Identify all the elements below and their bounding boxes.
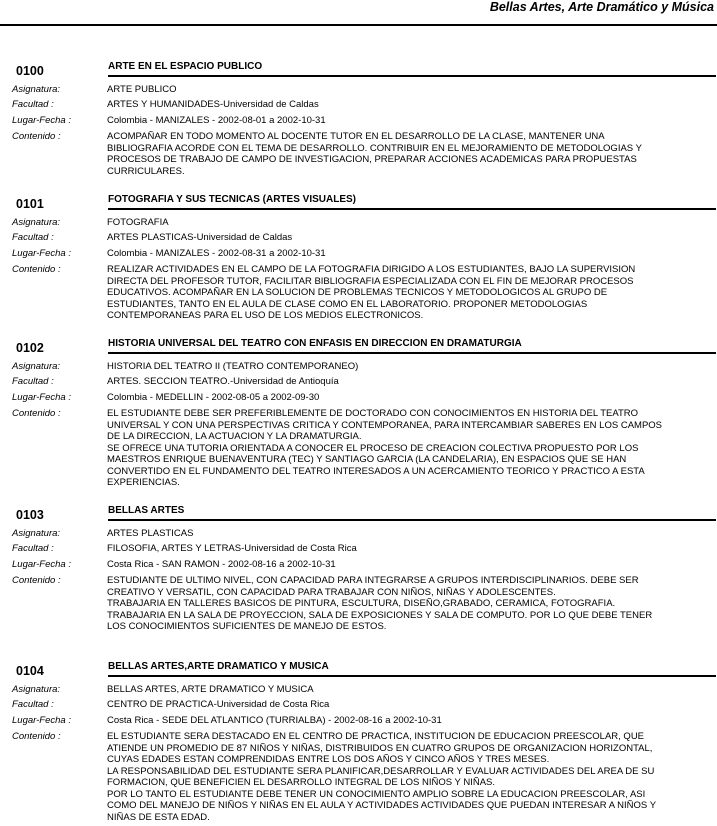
field-value: ARTES PLASTICAS-Universidad de Caldas	[107, 232, 293, 243]
content-line: POR LO TANTO EL ESTUDIANTE DEBE TENER UN CONOCIMIENTO AMPLIO SOBRE LA EDUCACION PREESCOLAR, ASI	[107, 788, 646, 800]
field-value: ARTES. SECCION TEATRO.-Universidad de Antioquía	[107, 376, 339, 387]
entry-code: 0103	[16, 508, 44, 522]
content-line: BIBLIOGRAFIA ACORDE CON EL TEMA DE DESARROLLO. CONTRIBUIR EN EL MEJORAMIENTO DE METODOLOGIAS Y	[107, 142, 642, 154]
content-line: CONTEMPORANEAS PARA EL USO DE LOS MEDIOS ELECTRONICOS.	[107, 310, 424, 321]
entry-title-rule	[108, 352, 716, 354]
content-line: DE LA DIRECCION, LA ACTUACION Y LA DRAMATURGIA.	[107, 431, 362, 442]
field-label: Contenido :	[12, 575, 61, 586]
content-line: ESTUDIANTES, TANTO EN EL AULA DE CLASE COMO EN EL LABORATORIO. PROPONER METODOLOGIAS	[107, 298, 588, 310]
entry-title: BELLAS ARTES	[108, 505, 185, 516]
content-line: CUYAS EDADES ESTAN COMPRENDIDAS ENTRE LOS DOS AÑOS Y CINCO AÑOS Y TRES MESES.	[107, 754, 550, 765]
field-value: FILOSOFIA, ARTES Y LETRAS-Universidad de Costa Rica	[107, 543, 357, 554]
content-line: TRABAJARIA EN LA SALA DE PROYECCION, SALA DE EXPOSICIONES Y SALA DE COMPUTO. POR LO QUE DEBE TENER	[107, 609, 653, 621]
content-line: EDUCATIVOS. ACOMPAÑAR EN LA SOLUCION DE PROBLEMAS TECNICOS Y METODOLOGICOS AL GRUPO DE	[107, 287, 608, 298]
field-value	[107, 731, 707, 823]
field-label: Facultad :	[12, 99, 54, 110]
field-value	[107, 408, 707, 489]
field-value: ARTE PUBLICO	[107, 84, 177, 95]
entry-title-rule	[108, 519, 716, 521]
field-label: Contenido :	[12, 408, 61, 419]
entry-title: FOTOGRAFIA Y SUS TECNICAS (ARTES VISUALES)	[108, 194, 356, 205]
field-value: Colombia - MANIZALES - 2002-08-01 a 2002-10-31	[107, 115, 326, 126]
field-value: Costa Rica - SAN RAMON - 2002-08-16 a 2002-10-31	[107, 559, 336, 570]
entry-title: HISTORIA UNIVERSAL DEL TEATRO CON ENFASIS EN DIRECCION EN DRAMATURGIA	[108, 338, 522, 349]
field-label: Contenido :	[12, 731, 61, 742]
field-label: Lugar-Fecha :	[12, 392, 71, 403]
entry-title: ARTE EN EL ESPACIO PUBLICO	[108, 61, 263, 72]
entry-title-rule	[108, 208, 716, 210]
content-line: SE OFRECE UNA TUTORIA ORIENTADA A CONOCER EL PROCESO DE CREACION COLECTIVA PROPUESTO POR LOS	[107, 442, 639, 454]
field-label: Asignatura:	[12, 361, 61, 372]
content-line: FORMACION, QUE BENEFICIEN EL DESARROLLO INTEGRAL DE LOS NIÑOS Y NIÑAS.	[107, 777, 496, 788]
content-line: CURRICULARES.	[107, 165, 185, 177]
field-value: Colombia - MEDELLIN - 2002-08-05 a 2002-09-30	[107, 392, 320, 403]
entry-code: 0104	[16, 664, 44, 678]
page-header	[0, 0, 717, 26]
content-line: MAESTROS ENRIQUE BUENAVENTURA (TEC) Y SANTIAGO GARCIA (LA CANDELARIA), EN ESPACIOS QUE SE HAN	[107, 454, 627, 465]
content-line: NIÑAS DE ESTA EDAD.	[107, 811, 210, 823]
entry-code: 0100	[16, 64, 44, 78]
content-line: REALIZAR ACTIVIDADES EN EL CAMPO DE LA FOTOGRAFIA DIRIGIDO A LOS ESTUDIANTES, BAJO LA SUPERVISION	[107, 264, 636, 275]
content-line: LA RESPONSABILIDAD DEL ESTUDIANTE SERA PLANIFICAR,DESARROLLAR Y EVALUAR ACTIVIDADES DEL AREA DE SU	[107, 765, 655, 777]
field-value	[107, 575, 707, 633]
field-value: Costa Rica - SEDE DEL ATLANTICO (TURRIALBA) - 2002-08-16 a 2002-10-31	[107, 715, 442, 726]
content-line: CREATIVO Y VERSATIL, CON CAPACIDAD PARA TRABAJAR CON NIÑOS, NIÑAS Y ADOLESCENTES.	[107, 586, 556, 598]
field-value: CENTRO DE PRACTICA-Universidad de Costa Rica	[107, 699, 330, 710]
field-value	[107, 264, 707, 322]
content-line: DIRECTA DEL PROFESOR TUTOR, FACILITAR BIBLIOGRAFIA ESPECIALIZADA CON EL FIN DE MEJORAR PROCESOS	[107, 275, 634, 287]
field-label: Facultad :	[12, 543, 54, 554]
field-value	[107, 131, 707, 177]
field-label: Facultad :	[12, 232, 54, 243]
entry-title: BELLAS ARTES,ARTE DRAMATICO Y MUSICA	[108, 661, 329, 672]
content-line: EL ESTUDIANTE DEBE SER PREFERIBLEMENTE DE DOCTORADO CON CONOCIMIENTOS EN HISTORIA DEL TEATRO	[107, 408, 639, 419]
field-label: Asignatura:	[12, 84, 61, 95]
page-header-title: Bellas Artes, Arte Dramático y Música	[489, 0, 714, 14]
field-value: FOTOGRAFIA	[107, 217, 169, 228]
entry-title-rule	[108, 75, 716, 77]
content-line: CONVERTIDO EN EL FUNDAMENTO DEL TEATRO INTERESADOS A UN ACERCAMIENTO TEORICO Y PRACTICO A ESTA	[107, 465, 645, 477]
entry-code: 0102	[16, 341, 44, 355]
field-label: Lugar-Fecha :	[12, 559, 71, 570]
field-value: Colombia - MANIZALES - 2002-08-31 a 2002-10-31	[107, 248, 326, 259]
field-label: Lugar-Fecha :	[12, 115, 71, 126]
content-line: ACOMPAÑAR EN TODO MOMENTO AL DOCENTE TUTOR EN EL DESARROLLO DE LA CLASE, MANTENER UNA	[107, 131, 605, 142]
field-value: HISTORIA DEL TEATRO II (TEATRO CONTEMPORANEO)	[107, 361, 359, 372]
field-value: BELLAS ARTES, ARTE DRAMATICO Y MUSICA	[107, 684, 314, 695]
content-line: TRABAJARIA EN TALLERES BASICOS DE PINTURA, ESCULTURA, DISEÑO,GRABADO, CERAMICA, FOTOGRAFIA.	[107, 598, 616, 609]
content-line: PROCESOS DE TRABAJO DE CAMPO DE INVESTIGACION, PREPARAR ACCIONES ACADEMICAS PARA PROPUESTAS	[107, 154, 637, 165]
field-label: Facultad :	[12, 699, 54, 710]
field-label: Lugar-Fecha :	[12, 248, 71, 259]
field-label: Lugar-Fecha :	[12, 715, 71, 726]
field-value: ARTES PLASTICAS	[107, 528, 194, 539]
entry-title-rule	[108, 675, 716, 677]
field-label: Asignatura:	[12, 684, 61, 695]
entry-code: 0101	[16, 197, 44, 211]
field-value: ARTES Y HUMANIDADES-Universidad de Caldas	[107, 99, 319, 110]
content-line: EXPERIENCIAS.	[107, 477, 180, 488]
field-label: Contenido :	[12, 131, 61, 142]
field-label: Asignatura:	[12, 528, 61, 539]
field-label: Facultad :	[12, 376, 54, 387]
content-line: UNIVERSAL Y CON UNA PERSPECTIVAS CRITICA Y CONTEMPORANEA, PARA INTERCAMBIAR SABERES EN LOS CAMPOS	[107, 419, 663, 431]
content-line: LOS CONOCIMIENTOS SUFICIENTES DE MANEJO DE ESTOS.	[107, 621, 387, 632]
field-label: Asignatura:	[12, 217, 61, 228]
field-label: Contenido :	[12, 264, 61, 275]
content-line: ATIENDE UN PROMEDIO DE 87 NIÑOS Y NIÑAS, DISTRIBUIDOS EN CUATRO GRUPOS DE ORGANIZACION HORIZONTAL,	[107, 742, 653, 754]
content-line: ESTUDIANTE DE ULTIMO NIVEL, CON CAPACIDAD PARA INTEGRARSE A GRUPOS INTERDISCIPLINARIOS. DEBE SER	[107, 575, 639, 586]
content-line: EL ESTUDIANTE SERA DESTACADO EN EL CENTRO DE PRACTICA, INSTITUCION DE EDUCACION PREESCOLAR, QUE	[107, 731, 645, 742]
content-line: COMO DEL MANEJO DE NIÑOS Y NIÑAS EN EL AULA Y ACTIVIDADES ACTIVIDADES QUE PUEDAN INTERESAR A NIÑOS Y	[107, 800, 657, 811]
